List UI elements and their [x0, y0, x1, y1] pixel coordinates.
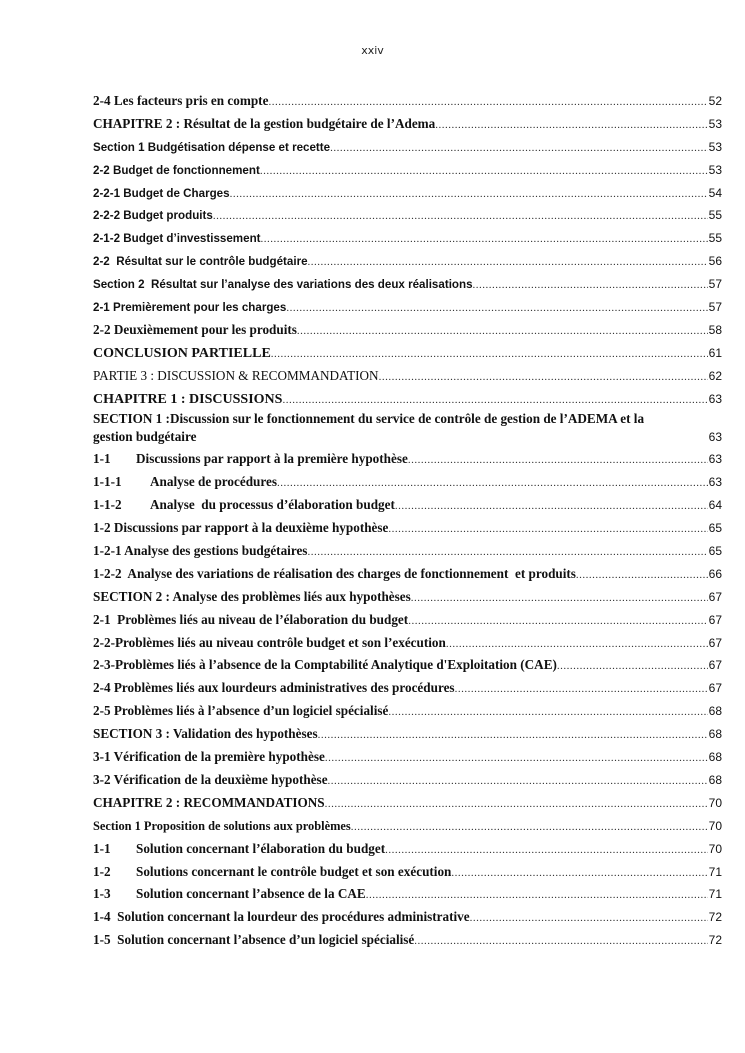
toc-entry-title: 2-1 Premièrement pour les charges — [93, 301, 287, 315]
dot-leader — [385, 838, 708, 862]
dot-leader — [470, 906, 708, 930]
toc-entry-page: 66 — [708, 566, 722, 581]
toc-entry-title: Section 1 Proposition de solutions aux problèmes — [93, 818, 351, 833]
dot-leader — [318, 723, 708, 747]
toc-entry-title: Solution concernant l’élaboration du budget — [136, 840, 386, 856]
toc-entry[interactable] — [93, 204, 722, 227]
toc-entry-title: 1-2-1 Analyse des gestions budgétaires — [93, 543, 308, 559]
toc-entry[interactable] — [93, 723, 722, 746]
dot-leader — [408, 609, 707, 633]
toc-entry-number: 1-1-1 — [93, 474, 122, 490]
toc-entry-title: 2-2 Résultat sur le contrôle budgétaire — [93, 255, 308, 269]
dot-leader — [446, 632, 708, 656]
toc-entry-number: 1-1 — [93, 840, 111, 856]
toc-entry-title: 2-2-1 Budget de Charges — [93, 186, 230, 200]
toc-entry-number: 1-2 — [93, 863, 111, 879]
toc-entry-page: 57 — [708, 300, 722, 315]
dot-leader — [408, 448, 708, 472]
dot-leader — [213, 205, 708, 228]
toc-entry[interactable] — [93, 654, 722, 677]
toc-entry-title: CHAPITRE 2 : Résultat de la gestion budgétaire de l’Adema — [93, 115, 436, 131]
toc-entry-page: 67 — [708, 612, 722, 627]
toc-entry[interactable] — [93, 319, 722, 342]
toc-entry-page: 71 — [708, 887, 722, 902]
toc-entry-title: 2-3-Problèmes liés à l’absence de la Comptabilité Analytique d'Exploitation (CAE) — [93, 657, 557, 673]
toc-entry-page: 67 — [708, 681, 722, 696]
toc-entry-title: Solution concernant l’absence de la CAE — [136, 886, 366, 902]
toc-entry[interactable] — [93, 792, 722, 815]
dot-leader — [435, 113, 707, 137]
toc-entry[interactable] — [93, 677, 722, 700]
toc-entry[interactable] — [93, 296, 722, 319]
toc-entry-page: 52 — [708, 94, 722, 108]
toc-entry-page: 65 — [708, 544, 722, 559]
toc-entry[interactable] — [93, 517, 722, 540]
dot-leader — [307, 540, 707, 564]
table-of-contents — [93, 90, 722, 952]
toc-entry[interactable] — [93, 838, 722, 861]
toc-entry-title: Section 2 Résultat sur l’analyse des variations des deux réalisations — [93, 278, 473, 292]
toc-entry-title: 2-4 Problèmes liés aux lourdeurs administratives des procédures — [93, 680, 455, 696]
toc-entry-title: 1-5 Solution concernant l’absence d’un logiciel spécialisé — [93, 932, 415, 948]
toc-entry[interactable] — [93, 227, 722, 250]
toc-entry-page: 62 — [708, 368, 722, 383]
dot-leader — [388, 517, 707, 541]
toc-entry-title: SECTION 1 :Discussion sur le fonctionnement du service de contrôle de gestion de l’ADEMA et la — [93, 411, 645, 427]
toc-entry-title: CHAPITRE 1 : DISCUSSIONS — [93, 391, 283, 407]
dot-leader — [282, 389, 707, 412]
dot-leader — [414, 929, 707, 953]
toc-entry-page: 71 — [708, 864, 722, 879]
dot-leader — [455, 677, 708, 701]
toc-entry-title: 3-1 Vérification de la première hypothèse — [93, 749, 325, 765]
dot-leader — [379, 365, 708, 389]
dot-leader — [351, 815, 708, 839]
dot-leader — [330, 137, 708, 160]
toc-entry[interactable] — [93, 632, 722, 655]
toc-entry-title: 2-2 Deuxièmement pour les produits — [93, 321, 297, 337]
toc-entry-title: CONCLUSION PARTIELLE — [93, 345, 271, 361]
toc-entry[interactable] — [93, 700, 722, 723]
toc-entry[interactable] — [93, 815, 722, 838]
toc-entry-page: 67 — [708, 658, 722, 673]
toc-entry[interactable] — [93, 929, 722, 952]
dot-leader — [576, 563, 708, 587]
toc-entry-page: 72 — [708, 933, 722, 948]
toc-entry-title: 2-1-2 Budget d’investissement — [93, 232, 261, 246]
toc-entry-page: 70 — [708, 818, 722, 833]
dot-leader — [557, 654, 708, 678]
toc-entry-title: 2-1 Problèmes liés au niveau de l’élaboration du budget — [93, 611, 409, 627]
toc-entry-title: 2-2-Problèmes liés au niveau contrôle budget et son l’exécution — [93, 634, 446, 650]
dot-leader — [261, 228, 708, 251]
toc-entry-page: 68 — [708, 750, 722, 765]
toc-entry-page: 65 — [708, 521, 722, 536]
toc-entry-title: 2-2-2 Budget produits — [93, 209, 213, 223]
toc-entry[interactable] — [93, 250, 722, 273]
toc-entry[interactable] — [93, 883, 722, 906]
toc-entry[interactable] — [93, 273, 722, 296]
toc-entry[interactable] — [93, 769, 722, 792]
dot-leader — [325, 746, 708, 770]
toc-entry-title: 2-4 Les facteurs pris en compte — [93, 93, 269, 108]
dot-leader — [328, 769, 708, 793]
toc-entry[interactable] — [93, 365, 722, 388]
toc-entry[interactable] — [93, 113, 722, 136]
toc-entry-title: Analyse du processus d’élaboration budget — [150, 497, 395, 513]
toc-entry[interactable] — [93, 861, 722, 884]
toc-entry-page: 67 — [708, 589, 722, 604]
toc-entry[interactable] — [93, 586, 722, 609]
toc-entry-title: PARTIE 3 : DISCUSSION & RECOMMANDATION — [93, 367, 379, 383]
dot-leader — [451, 861, 707, 885]
page-number: xxiv — [361, 44, 384, 57]
dot-leader — [325, 792, 708, 816]
dot-leader — [473, 274, 708, 297]
toc-entry-page: 70 — [708, 795, 722, 810]
toc-entry-page: 68 — [708, 772, 722, 787]
toc-entry-page: 63 — [708, 452, 722, 467]
toc-entry[interactable] — [93, 746, 722, 769]
toc-entry-title: 1-2 Discussions par rapport à la deuxième hypothèse — [93, 520, 389, 536]
dot-leader — [260, 160, 708, 183]
toc-entry-title-continued: gestion budgétaire — [93, 429, 197, 445]
toc-entry-title: 3-2 Vérification de la deuxième hypothèse — [93, 771, 328, 787]
toc-entry-page: 58 — [708, 322, 722, 337]
toc-entry-page: 57 — [708, 277, 722, 292]
dot-leader — [308, 251, 708, 274]
toc-entry-title: Solutions concernant le contrôle budget et son exécution — [136, 863, 452, 879]
toc-entry[interactable] — [93, 90, 722, 113]
toc-entry-page: 61 — [708, 345, 722, 360]
dot-leader — [388, 700, 707, 724]
toc-entry[interactable] — [93, 471, 722, 494]
toc-entry-title: 1-4 Solution concernant la lourdeur des procédures administrative — [93, 909, 470, 925]
toc-entry-number: 1-1 — [93, 451, 111, 467]
toc-entry-page: 70 — [708, 841, 722, 856]
toc-entry-number: 1-1-2 — [93, 497, 122, 513]
toc-entry[interactable] — [93, 494, 722, 517]
toc-entry-page: 68 — [708, 704, 722, 719]
dot-leader — [411, 586, 708, 610]
toc-entry-page: 68 — [708, 727, 722, 742]
toc-entry-page: 53 — [708, 139, 722, 154]
toc-entry-title: 2-5 Problèmes liés à l’absence d’un logiciel spécialisé — [93, 703, 389, 719]
toc-entry[interactable] — [93, 182, 722, 205]
toc-entry[interactable] — [93, 388, 722, 411]
toc-entry-page: 63 — [708, 391, 722, 406]
toc-entry[interactable] — [93, 540, 722, 563]
toc-entry[interactable] — [93, 342, 722, 365]
toc-entry[interactable] — [93, 410, 722, 446]
toc-entry-page: 55 — [708, 231, 722, 246]
toc-entry-title: CHAPITRE 2 : RECOMMANDATIONS — [93, 794, 325, 810]
toc-entry-page: 67 — [708, 635, 722, 650]
toc-entry-title: Discussions par rapport à la première hypothèse — [136, 451, 408, 467]
toc-entry-page: 53 — [708, 162, 722, 177]
toc-entry-page: 56 — [708, 254, 722, 269]
toc-entry-page: 64 — [708, 498, 722, 513]
dot-leader — [297, 319, 708, 343]
toc-entry[interactable] — [93, 609, 722, 632]
toc-entry[interactable] — [93, 448, 722, 471]
toc-entry-title: 1-2-2 Analyse des variations de réalisation des charges de fonctionnement et produits — [93, 565, 576, 581]
toc-entry-title: Analyse de procédures — [150, 474, 277, 490]
toc-entry[interactable] — [93, 906, 722, 929]
toc-entry-page: 72 — [708, 910, 722, 925]
dot-leader — [395, 494, 708, 518]
toc-entry-title: SECTION 2 : Analyse des problèmes liés aux hypothèses — [93, 588, 411, 604]
toc-entry[interactable] — [93, 159, 722, 182]
toc-entry-title: Section 1 Budgétisation dépense et recette — [93, 140, 331, 154]
toc-entry-page: 53 — [708, 116, 722, 131]
toc-entry-page: 63 — [708, 475, 722, 490]
toc-entry-page: 63 — [708, 430, 722, 445]
toc-entry-page: 54 — [708, 185, 722, 200]
toc-entry-number: 1-3 — [93, 886, 111, 902]
dot-leader — [230, 183, 708, 206]
toc-entry[interactable] — [93, 563, 722, 586]
dot-leader — [277, 471, 708, 495]
toc-entry[interactable] — [93, 136, 722, 159]
dot-leader — [366, 883, 708, 907]
toc-entry-title: SECTION 3 : Validation des hypothèses — [93, 726, 318, 742]
toc-entry-page: 55 — [708, 208, 722, 223]
dot-leader — [268, 90, 707, 114]
dot-leader — [271, 343, 708, 366]
toc-entry-title: 2-2 Budget de fonctionnement — [93, 163, 260, 177]
dot-leader — [286, 297, 707, 320]
